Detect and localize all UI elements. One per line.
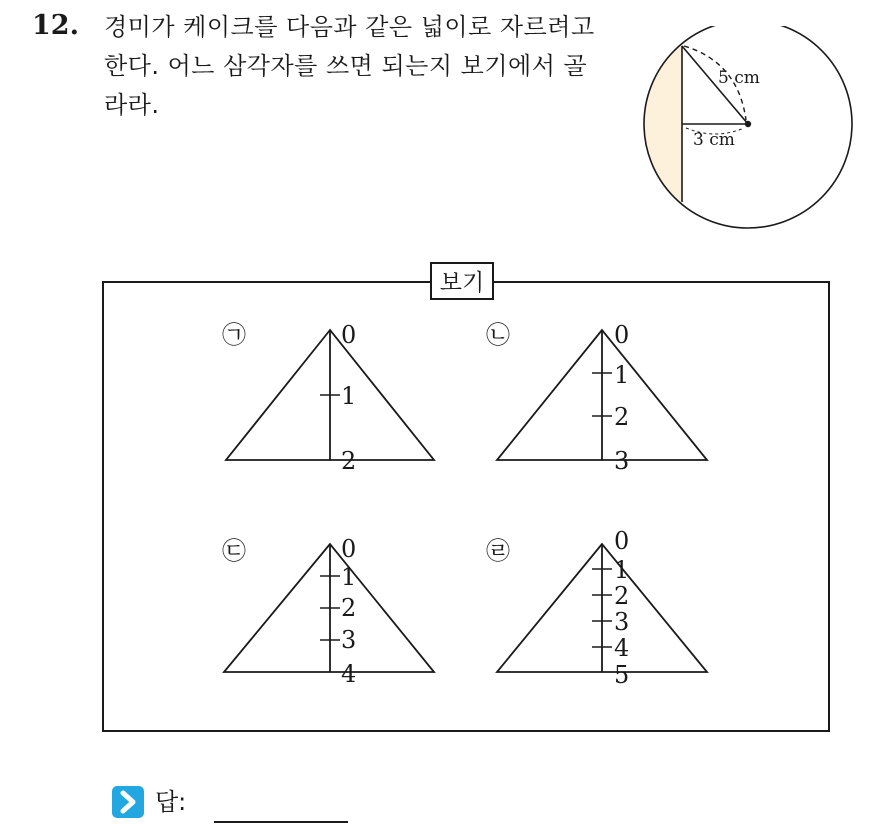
question-line: 라라. <box>104 91 160 119</box>
question-number: 12. <box>32 10 79 41</box>
choices-box-title: 보기 <box>430 262 494 300</box>
tick-label: 1 <box>614 556 630 584</box>
choice-c[interactable] <box>222 535 434 688</box>
choice-b[interactable] <box>486 321 707 475</box>
tick-label: 3 <box>614 447 630 475</box>
tick-label: 1 <box>341 382 357 410</box>
base-label: 3 cm <box>693 130 735 150</box>
answer-input-line[interactable] <box>214 821 348 823</box>
tick-label: 0 <box>341 321 357 349</box>
question-line: 한다. 어느 삼각자를 쓰면 되는지 보기에서 골 <box>104 52 588 80</box>
question-line: 경미가 케이크를 다음과 같은 넓이로 자르려고 <box>104 13 595 41</box>
tick-label: 0 <box>614 321 630 349</box>
tick-label: 0 <box>614 527 630 555</box>
choice-marker: ㉣ <box>486 537 510 565</box>
tick-label: 3 <box>614 608 630 636</box>
choice-marker: ㉡ <box>486 321 510 349</box>
tick-label: 2 <box>614 403 630 431</box>
tick-label: 2 <box>614 582 630 610</box>
answer-label: 답: <box>155 788 187 816</box>
tick-label: 2 <box>341 594 357 622</box>
choice-marker: ㉠ <box>222 321 246 349</box>
tick-label: 2 <box>341 447 357 475</box>
tick-label: 1 <box>341 563 357 591</box>
tick-label: 4 <box>614 634 630 662</box>
tick-label: 1 <box>614 361 630 389</box>
chevron-right-icon <box>112 786 144 818</box>
choice-a[interactable] <box>222 321 434 475</box>
tick-label: 4 <box>341 660 357 688</box>
choice-d[interactable] <box>486 527 707 689</box>
tick-label: 0 <box>341 535 357 563</box>
tick-label: 3 <box>341 626 357 654</box>
hypotenuse-label: 5 cm <box>718 68 760 88</box>
tick-label: 5 <box>614 661 630 689</box>
choice-marker: ㉢ <box>222 537 246 565</box>
